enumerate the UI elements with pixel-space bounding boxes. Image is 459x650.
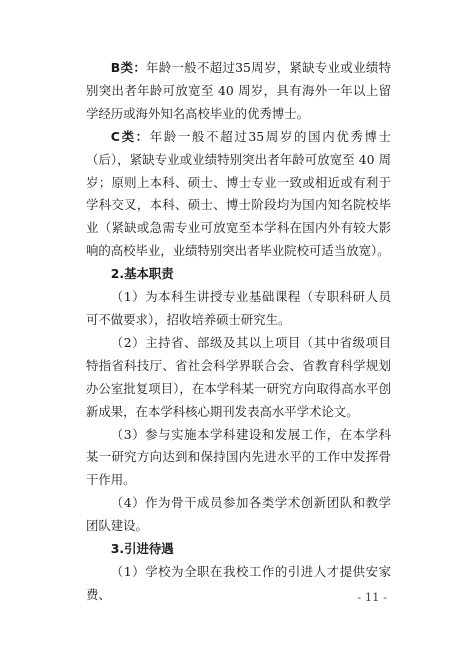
paragraph-duty-2: （2）主持省、部级及其以上项目（其中省级项目特指省科技厅、省社会科学界联合会、省教育科学规划办公室批复项目），在本学科某一研究方向取得高水平创新成果，在本学科核心期刊发表高水平学术论文。 bbox=[86, 334, 391, 419]
paragraph-duty-4: （4）作为骨干成员参加各类学术创新团队和教学团队建设。 bbox=[86, 495, 391, 534]
paragraph-benefit-1: （1）学校为全职在我校工作的引进人才提供安家费、 bbox=[86, 563, 391, 602]
document-body bbox=[86, 57, 391, 607]
paragraph-duty-3: （3）参与实施本学科建设和发展工作，在本学科某一研究方向达到和保持国内先进水平的工作中发挥骨干作用。 bbox=[86, 426, 391, 488]
category-b-label: B类： bbox=[110, 60, 147, 75]
paragraph-category-c bbox=[86, 126, 391, 263]
category-c-label: C类： bbox=[110, 128, 150, 144]
paragraph-category-b bbox=[86, 57, 391, 126]
section-heading-basic-duties: 2.基本职责 bbox=[110, 266, 174, 282]
section-heading-benefits: 3.引进待遇 bbox=[110, 541, 174, 557]
paragraph-duty-1: （1）为本科生讲授专业基础课程（专职科研人员可不做要求），招收培养硕士研究生。 bbox=[86, 289, 391, 327]
page-number: - 11 - bbox=[357, 590, 387, 604]
category-b-text: 年龄一般不超过35周岁，紧缺专业或业绩特别突出者年龄可放宽至 40 周岁，具有海外一年以上留学经历或海外知名高校毕业的优秀博士。 bbox=[86, 60, 391, 121]
category-c-text: 年龄一般不超过35周岁的国内优秀博士（后），紧缺专业或业绩特别突出者年龄可放宽至 40 周岁；原则上本科、硕士、博士专业一致或相近或有利于学科交叉，本科、硕士、博士阶段均为国内知名院校毕业（紧缺或急需专业可放宽至本学科在国内外有较大影响的高校毕业，业绩特别突出者毕业院校可适当放宽）。 bbox=[86, 128, 391, 259]
